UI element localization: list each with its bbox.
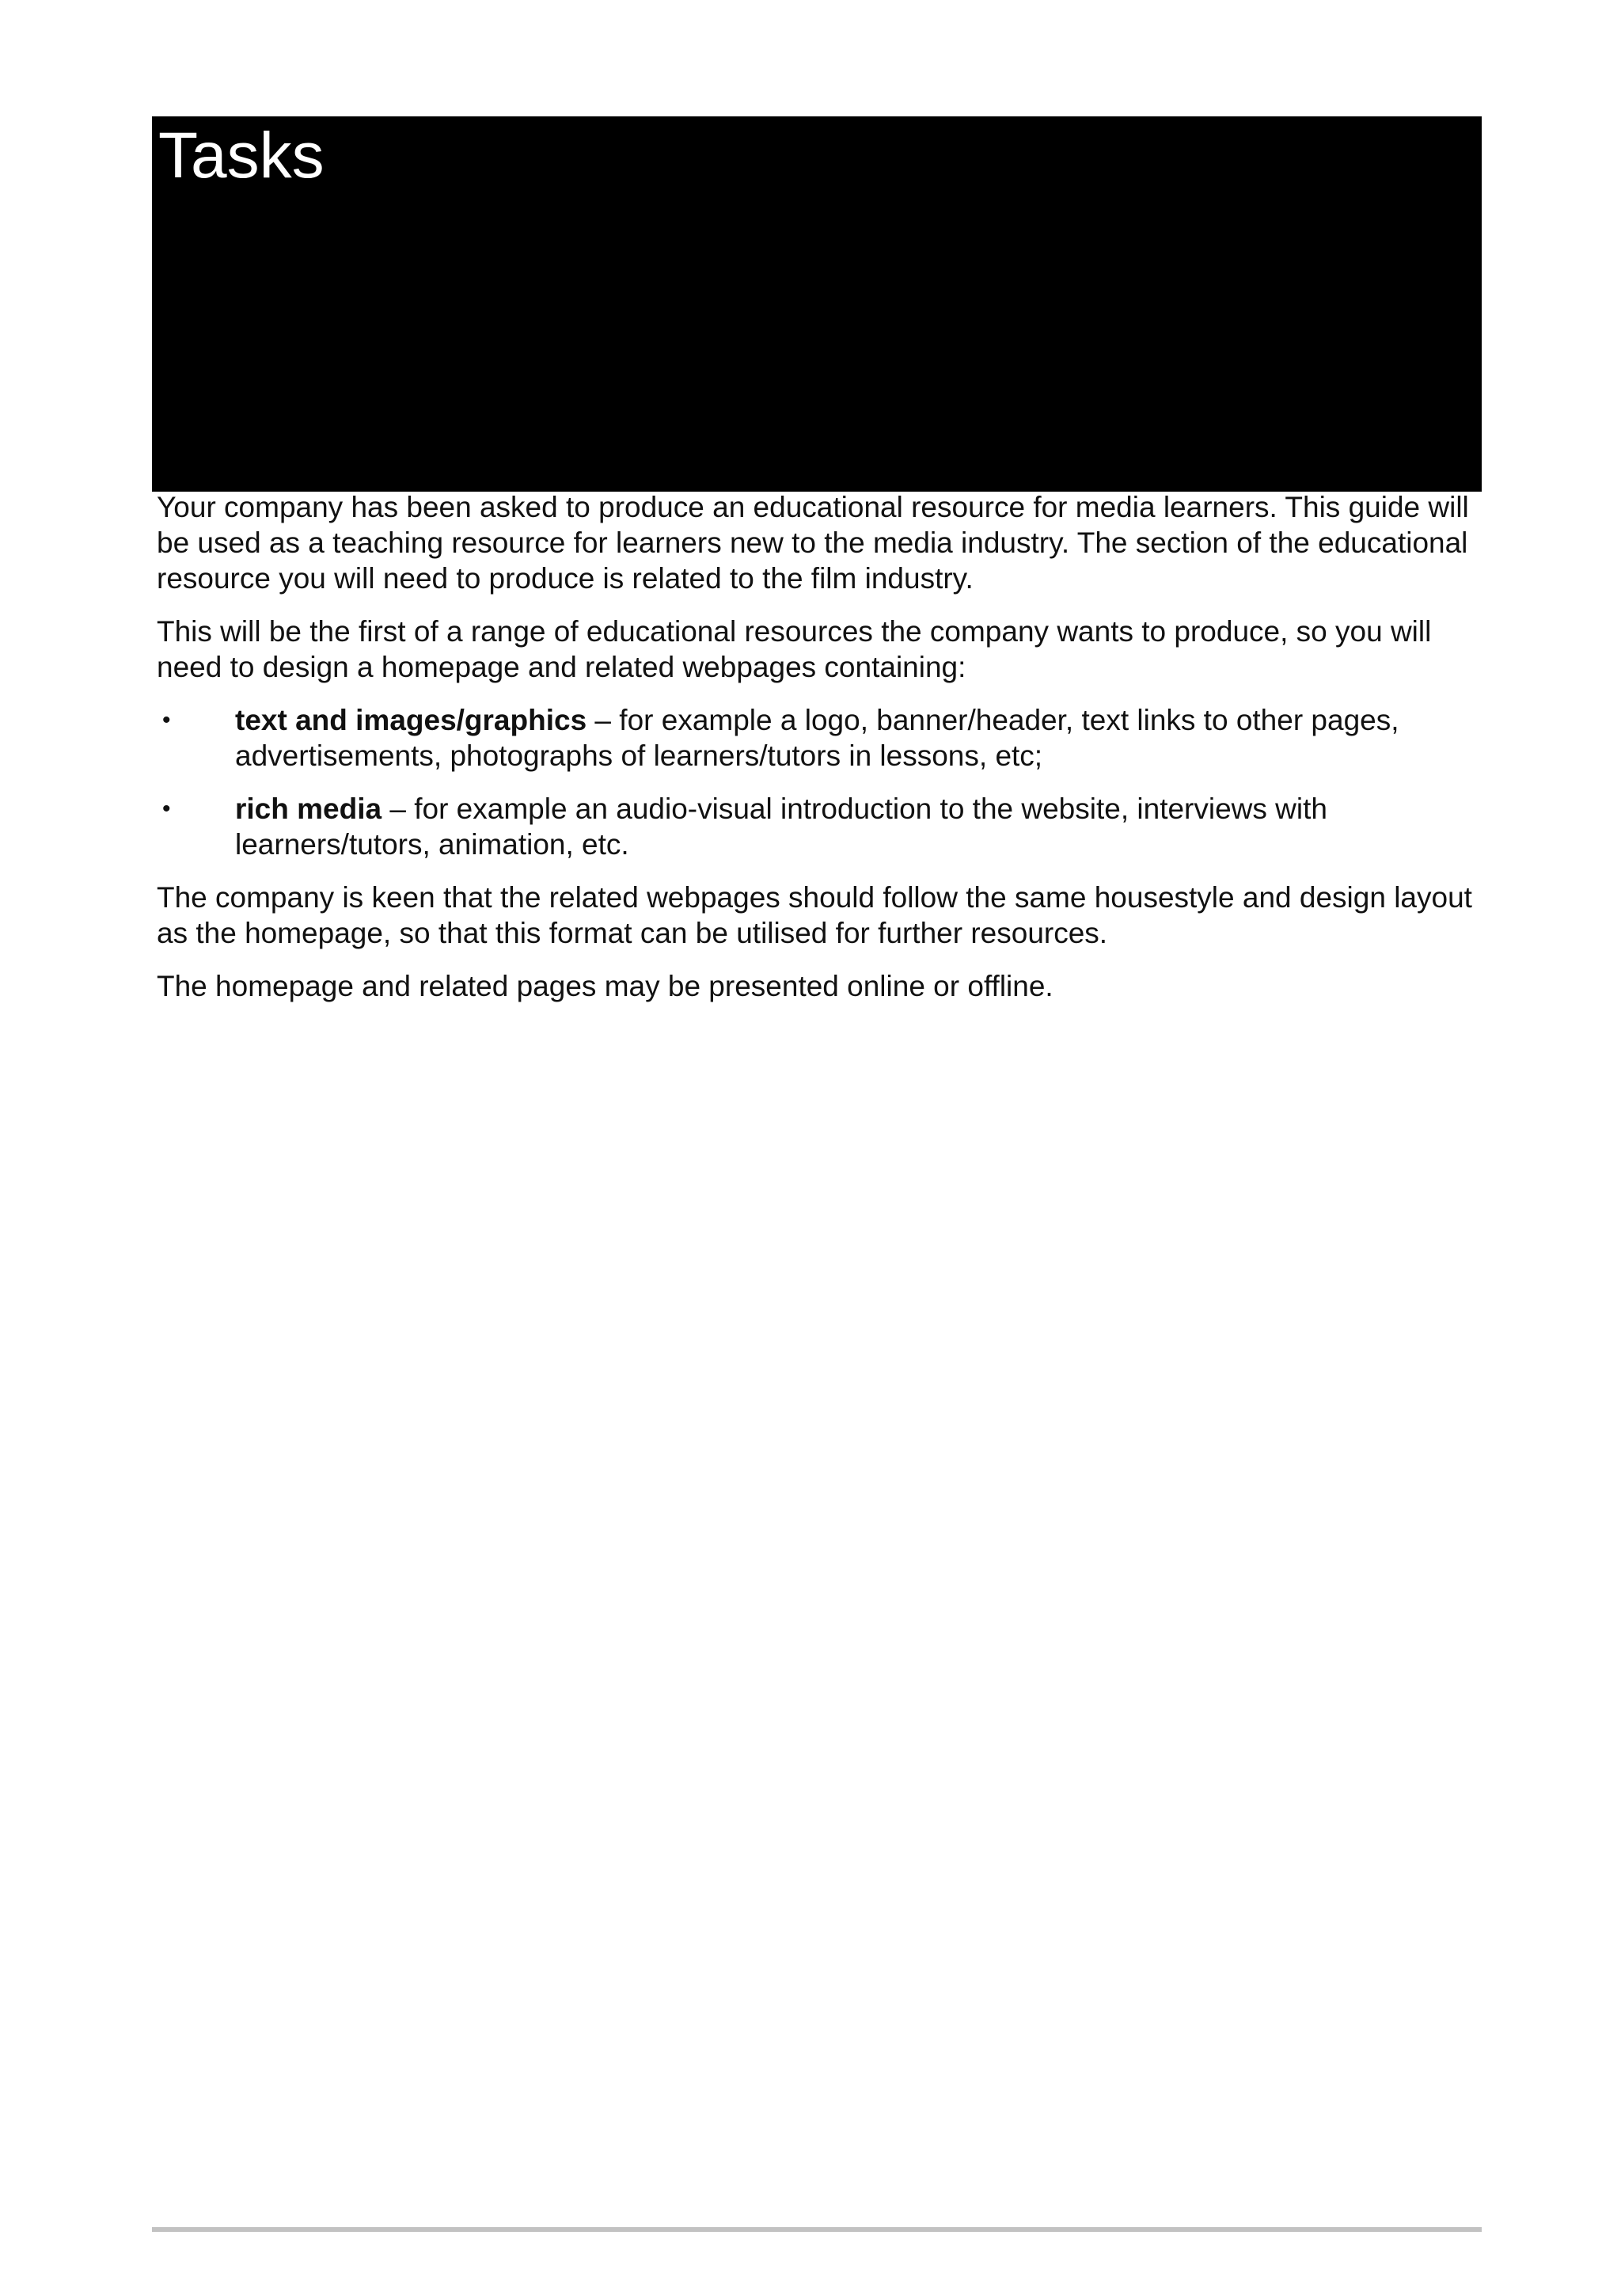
list-item xyxy=(157,702,1483,774)
paragraph-housestyle: The company is keen that the related webpages should follow the same housestyle and design layout as the homepage, so that this format can be utilised for further resources. xyxy=(157,881,1472,949)
list-item-description: – for example an audio-visual introduction to the website, interviews with learners/tutors, animation, etc. xyxy=(235,793,1327,861)
document-body xyxy=(157,489,1483,1021)
list-item-term: text and images/graphics xyxy=(235,704,587,736)
list-item xyxy=(157,791,1483,862)
bullet-icon: • xyxy=(162,707,171,733)
paragraph-intro: Your company has been asked to produce an educational resource for media learners. This guide will be used as a teaching resource for learners new to the media industry. The section of the educational resource you will need to produce is related to the film industry. xyxy=(157,491,1469,595)
paragraph-presentation: The homepage and related pages may be presented online or offline. xyxy=(157,970,1053,1002)
paragraph-range: This will be the first of a range of educational resources the company wants to produce, so you will need to design a homepage and related webpages containing: xyxy=(157,615,1432,683)
bullet-icon: • xyxy=(162,796,171,822)
list-item-term: rich media xyxy=(235,793,382,825)
title-banner xyxy=(152,116,1482,492)
footer-divider xyxy=(152,2227,1482,2232)
page-title: Tasks xyxy=(158,120,325,192)
requirements-list xyxy=(157,702,1483,862)
list-item-description: – for example a logo, banner/header, text links to other pages, advertisements, photographs of learners/tutors in lessons, etc; xyxy=(235,704,1399,772)
